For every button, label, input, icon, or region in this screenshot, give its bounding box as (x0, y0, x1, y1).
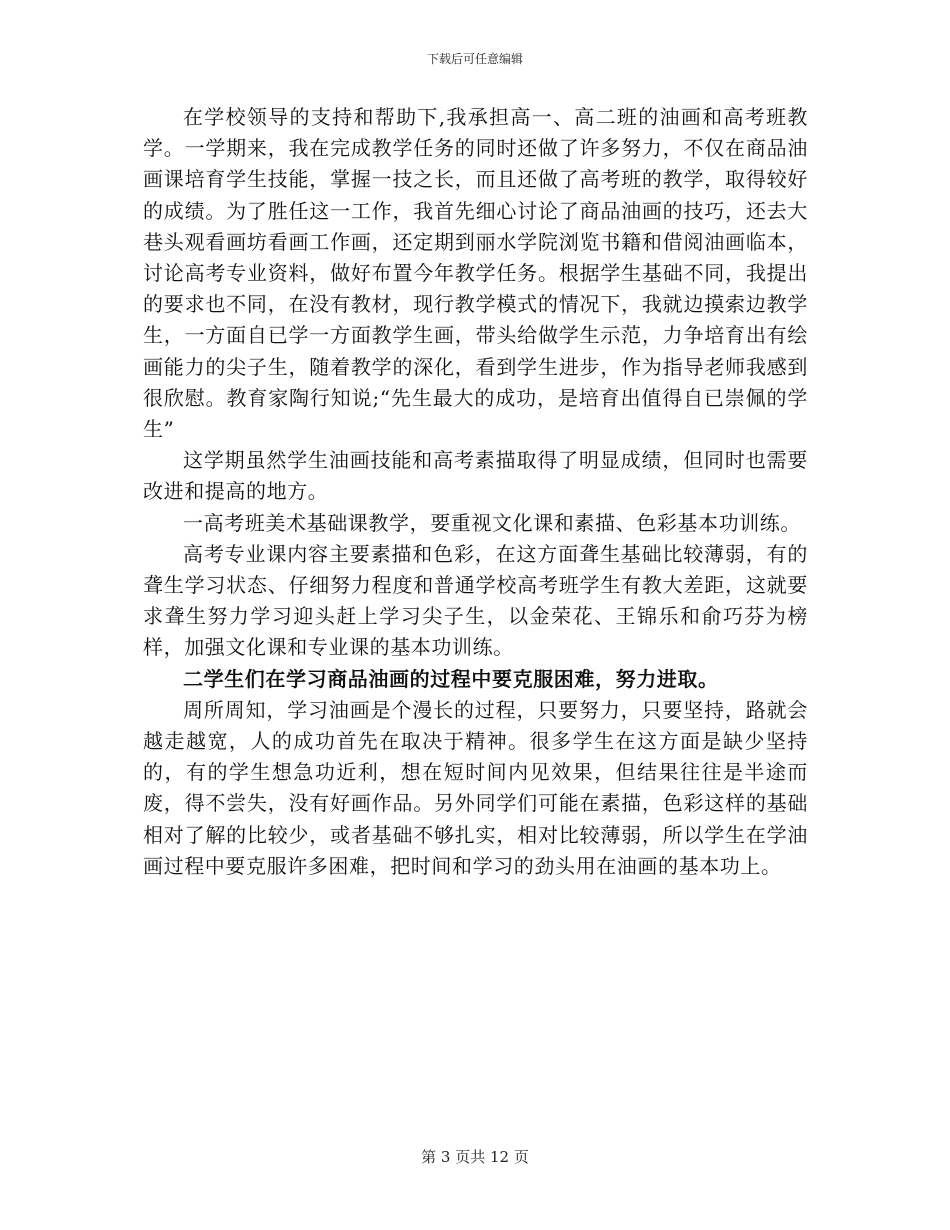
document-body (143, 102, 808, 882)
paragraph-perseverance: 周所周知，学习油画是个漫长的过程，只要努力，只要坚持，路就会越走越宽，人的成功首先在取决于精神。很多学生在这方面是缺少坚持的，有的学生想急功近利，想在短时间内见效果，但结果往往是半途而废，得不尝失，没有好画作品。另外同学们可能在素描，色彩这样的基础相对了解的比较少，或者基础不够扎实，相对比较薄弱，所以学生在学油画过程中要克服许多困难，把时间和学习的劲头用在油画的基本功上。 (143, 697, 808, 878)
section-heading-1: 一高考班美术基础课教学，要重视文化课和素描、色彩基本功训练。 (183, 510, 801, 535)
paragraph-improvement: 这学期虽然学生油画技能和高考素描取得了明显成绩，但同时也需要改进和提高的地方。 (143, 448, 808, 504)
section-heading-2: 二学生们在学习商品油画的过程中要克服困难，努力进取。 (183, 666, 719, 691)
paragraph-intro: 在学校领导的支持和帮助下,我承担高一、高二班的油画和高考班教学。一学期来，我在完成教学任务的同时还做了许多努力，不仅在商品油画课培育学生技能，掌握一技之长，而且还做了高考班的教学，取得较好的成绩。为了胜任这一工作，我首先细心讨论了商品油画的技巧，还去大巷头观看画坊看画工作画，还定期到丽水学院浏览书籍和借阅油画临本，讨论高考专业资料，做好布置今年教学任务。根据学生基础不同，我提出的要求也不同，在没有教材，现行教学模式的情况下，我就边摸索边教学生，一方面自已学一方面教学生画，带头给做学生示范，力争培育出有绘画能力的尖子生，随着教学的深化，看到学生进步，作为指导老师我感到很欣慰。教育家陶行知说;“先生最大的成功，是培育出值得自已崇佩的学生” (143, 105, 808, 442)
paragraph-exam-course: 高考专业课内容主要素描和色彩，在这方面聋生基础比较薄弱，有的聋生学习状态、仔细努力程度和普通学校高考班学生有教大差距，这就要求聋生努力学习迎头赶上学习尖子生，以金荣花、王锦乐和俞巧芬为榜样，加强文化课和专业课的基本功训练。 (143, 541, 808, 660)
page-header: 下载后可任意编辑 (426, 52, 523, 66)
page-number-footer: 第 3 页共 12 页 (421, 1148, 529, 1166)
